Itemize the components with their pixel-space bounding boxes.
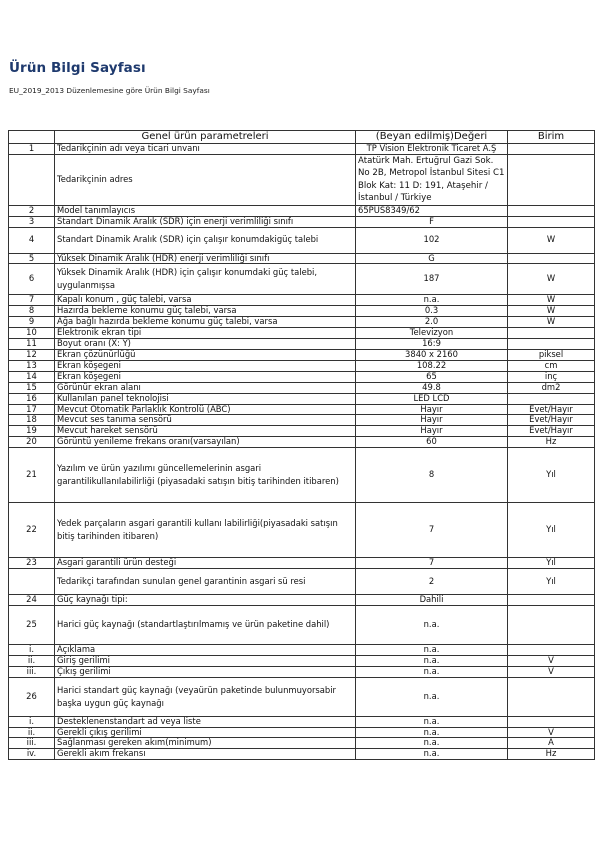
row-value: 65 (356, 371, 508, 382)
row-number (9, 569, 55, 595)
row-number: 12 (9, 349, 55, 360)
row-value: n.a. (356, 666, 508, 677)
row-value: Hayır (356, 415, 508, 426)
row-number: 8 (9, 306, 55, 317)
table-row (9, 317, 595, 328)
table-row (9, 306, 595, 317)
table-row (9, 655, 595, 666)
table-row (9, 295, 595, 306)
row-parameter: Çıkış gerilimi (55, 666, 356, 677)
row-value: 60 (356, 437, 508, 448)
row-number: 6 (9, 264, 55, 295)
row-number (9, 154, 55, 205)
row-number: ii. (9, 727, 55, 738)
row-parameter: Ekran köşegeni (55, 371, 356, 382)
row-parameter: Ekran çözünürlüğü (55, 349, 356, 360)
row-parameter: Görünür ekran alanı (55, 382, 356, 393)
row-parameter: Yedek parçaların asgari garantili kullanı labilirliği(piyasadaki satışın bitiş tarihinden itibaren) (55, 503, 356, 558)
row-parameter: Mevcut hareket sensörü (55, 426, 356, 437)
row-number: iii. (9, 666, 55, 677)
row-parameter: Yüksek Dinamik Aralık (HDR) enerji verimliliği sınıfı (55, 253, 356, 264)
row-unit (508, 154, 595, 205)
row-value: n.a. (356, 738, 508, 749)
row-parameter: Boyut oranı (X: Y) (55, 339, 356, 350)
table-row (9, 749, 595, 760)
row-unit: Hz (508, 437, 595, 448)
row-value: 2 (356, 569, 508, 595)
row-unit: W (508, 306, 595, 317)
row-number: 17 (9, 404, 55, 415)
row-unit: cm (508, 360, 595, 371)
table-row (9, 154, 595, 205)
row-number: 16 (9, 393, 55, 404)
row-parameter: Tedarikçinin adres (55, 154, 356, 205)
table-row (9, 264, 595, 295)
row-number: 19 (9, 426, 55, 437)
table-row (9, 371, 595, 382)
row-parameter: Desteklenenstandart ad veya liste (55, 716, 356, 727)
row-value: LED LCD (356, 393, 508, 404)
row-value: 102 (356, 227, 508, 253)
row-value: Atatürk Mah. Ertuğrul Gazi Sok. No 2B, Metropol İstanbul Sitesi C1 Blok Kat: 11 D: 191, Ataşehir / İstanbul / Türkiye (356, 154, 508, 205)
row-value: G (356, 253, 508, 264)
row-unit: Yıl (508, 448, 595, 503)
row-unit: Evet/Hayır (508, 426, 595, 437)
row-number: 1 (9, 144, 55, 155)
table-row (9, 393, 595, 404)
row-value: Dahili (356, 595, 508, 606)
row-number: 22 (9, 503, 55, 558)
row-value: 187 (356, 264, 508, 295)
row-unit (508, 595, 595, 606)
row-value: Hayır (356, 426, 508, 437)
row-value: F (356, 216, 508, 227)
row-value: 65PUS8349/62 (356, 205, 508, 216)
row-number: 11 (9, 339, 55, 350)
row-parameter: Gerekli akım frekansı (55, 749, 356, 760)
row-unit: V (508, 655, 595, 666)
row-parameter: Güç kaynağı tipi: (55, 595, 356, 606)
row-unit (508, 216, 595, 227)
row-parameter: Ağa bağlı hazırda bekleme konumu güç talebi, varsa (55, 317, 356, 328)
row-value: 108.22 (356, 360, 508, 371)
table-header-row (9, 131, 595, 144)
row-unit: V (508, 666, 595, 677)
page-subtitle: EU_2019_2013 Düzenlemesine göre Ürün Bilgi Sayfası (9, 86, 210, 95)
page-title: Ürün Bilgi Sayfası (9, 60, 146, 76)
row-parameter: Tedarikçinin adı veya ticari unvanı (55, 144, 356, 155)
row-unit (508, 205, 595, 216)
row-parameter: Görüntü yenileme frekans oranı(varsayılan) (55, 437, 356, 448)
row-value: Hayır (356, 404, 508, 415)
table-row (9, 253, 595, 264)
header-unit: Birim (508, 131, 595, 144)
row-unit (508, 677, 595, 716)
table-row (9, 644, 595, 655)
row-number: 14 (9, 371, 55, 382)
row-number: 9 (9, 317, 55, 328)
row-number: 3 (9, 216, 55, 227)
row-number: i. (9, 644, 55, 655)
row-parameter: Giriş gerilimi (55, 655, 356, 666)
row-number: 15 (9, 382, 55, 393)
row-value: n.a. (356, 749, 508, 760)
row-value: TP Vision Elektronik Ticaret A.Ş (356, 144, 508, 155)
table-row (9, 328, 595, 339)
row-number: 7 (9, 295, 55, 306)
row-number: 4 (9, 227, 55, 253)
header-no (9, 131, 55, 144)
row-unit (508, 339, 595, 350)
row-unit: dm2 (508, 382, 595, 393)
row-value: 16:9 (356, 339, 508, 350)
row-unit (508, 144, 595, 155)
row-unit (508, 253, 595, 264)
row-value: 7 (356, 503, 508, 558)
table-row (9, 666, 595, 677)
table-row (9, 716, 595, 727)
row-parameter: Yüksek Dinamik Aralık (HDR) için çalışır konumdaki güç talebi, uygulanmışsa (55, 264, 356, 295)
table-row (9, 569, 595, 595)
row-parameter: Tedarikçi tarafından sunulan genel garantinin asgari sü resi (55, 569, 356, 595)
row-unit: A (508, 738, 595, 749)
row-number: 18 (9, 415, 55, 426)
row-unit: W (508, 227, 595, 253)
row-parameter: Yazılım ve ürün yazılımı güncellemelerinin asgari garantilikullanılabilirliği (piyasadaki satışın bitiş tarihinden itibaren) (55, 448, 356, 503)
table-row (9, 677, 595, 716)
row-unit: Evet/Hayır (508, 404, 595, 415)
table-row (9, 727, 595, 738)
table-row (9, 349, 595, 360)
row-value: 49.8 (356, 382, 508, 393)
row-number: 24 (9, 595, 55, 606)
table-row (9, 558, 595, 569)
row-parameter: Model tanımlayıcıs (55, 205, 356, 216)
row-unit: Evet/Hayır (508, 415, 595, 426)
row-value: n.a. (356, 727, 508, 738)
row-number: 2 (9, 205, 55, 216)
row-number: 26 (9, 677, 55, 716)
row-unit: W (508, 264, 595, 295)
row-parameter: Hazırda bekleme konumu güç talebi, varsa (55, 306, 356, 317)
row-number: 5 (9, 253, 55, 264)
header-value: (Beyan edilmiş)Değeri (356, 131, 508, 144)
row-value: 7 (356, 558, 508, 569)
product-info-table (8, 130, 595, 760)
table-row (9, 227, 595, 253)
row-number: 10 (9, 328, 55, 339)
row-unit (508, 716, 595, 727)
row-parameter: Asgari garantili ürün desteği (55, 558, 356, 569)
row-number: 20 (9, 437, 55, 448)
row-value: n.a. (356, 605, 508, 644)
row-value: 0.3 (356, 306, 508, 317)
row-value: 2.0 (356, 317, 508, 328)
row-unit (508, 644, 595, 655)
row-unit (508, 393, 595, 404)
table-row (9, 404, 595, 415)
table-row (9, 216, 595, 227)
table-row (9, 426, 595, 437)
row-unit: W (508, 295, 595, 306)
row-unit (508, 328, 595, 339)
row-parameter: Ekran köşegeni (55, 360, 356, 371)
row-number: ii. (9, 655, 55, 666)
row-parameter: Kullanılan panel teknolojisi (55, 393, 356, 404)
row-number: 21 (9, 448, 55, 503)
row-value: n.a. (356, 644, 508, 655)
row-unit: piksel (508, 349, 595, 360)
row-unit: V (508, 727, 595, 738)
table-row (9, 595, 595, 606)
table-row (9, 205, 595, 216)
row-number: iv. (9, 749, 55, 760)
row-value: 8 (356, 448, 508, 503)
row-parameter: Harici standart güç kaynağı (veyaürün paketinde bulunmuyorsabir başka uygun güç kaynağı (55, 677, 356, 716)
row-unit: inç (508, 371, 595, 382)
row-number: i. (9, 716, 55, 727)
row-unit: Yıl (508, 558, 595, 569)
row-value: Televizyon (356, 328, 508, 339)
row-parameter: Gerekli çıkış gerilimi (55, 727, 356, 738)
table-row (9, 738, 595, 749)
row-unit (508, 605, 595, 644)
row-parameter: Kapalı konum , güç talebi, varsa (55, 295, 356, 306)
row-parameter: Harici güç kaynağı (standartlaştırılmamış ve ürün paketine dahil) (55, 605, 356, 644)
row-unit: Yıl (508, 569, 595, 595)
row-parameter: Elektronik ekran tipi (55, 328, 356, 339)
row-number: 23 (9, 558, 55, 569)
table-row (9, 360, 595, 371)
row-unit: Yıl (508, 503, 595, 558)
header-param: Genel ürün parametreleri (55, 131, 356, 144)
table-row (9, 339, 595, 350)
row-parameter: Sağlanması gereken akım(minimum) (55, 738, 356, 749)
table-row (9, 144, 595, 155)
table-row (9, 437, 595, 448)
table-row (9, 503, 595, 558)
row-number: iii. (9, 738, 55, 749)
row-number: 25 (9, 605, 55, 644)
table-row (9, 415, 595, 426)
row-parameter: Mevcut Otomatik Parlaklık Kontrolü (ABC) (55, 404, 356, 415)
table-row (9, 382, 595, 393)
row-parameter: Mevcut ses tanıma sensörü (55, 415, 356, 426)
table-row (9, 448, 595, 503)
table-row (9, 605, 595, 644)
row-value: n.a. (356, 655, 508, 666)
row-value: 3840 x 2160 (356, 349, 508, 360)
row-parameter: Standart Dinamik Aralık (SDR) için çalışır konumdakigüç talebi (55, 227, 356, 253)
row-number: 13 (9, 360, 55, 371)
row-unit: Hz (508, 749, 595, 760)
row-value: n.a. (356, 716, 508, 727)
row-value: n.a. (356, 295, 508, 306)
row-parameter: Standart Dinamik Aralık (SDR) için enerji verimliliği sınıfı (55, 216, 356, 227)
row-unit: W (508, 317, 595, 328)
row-parameter: Açıklama (55, 644, 356, 655)
row-value: n.a. (356, 677, 508, 716)
